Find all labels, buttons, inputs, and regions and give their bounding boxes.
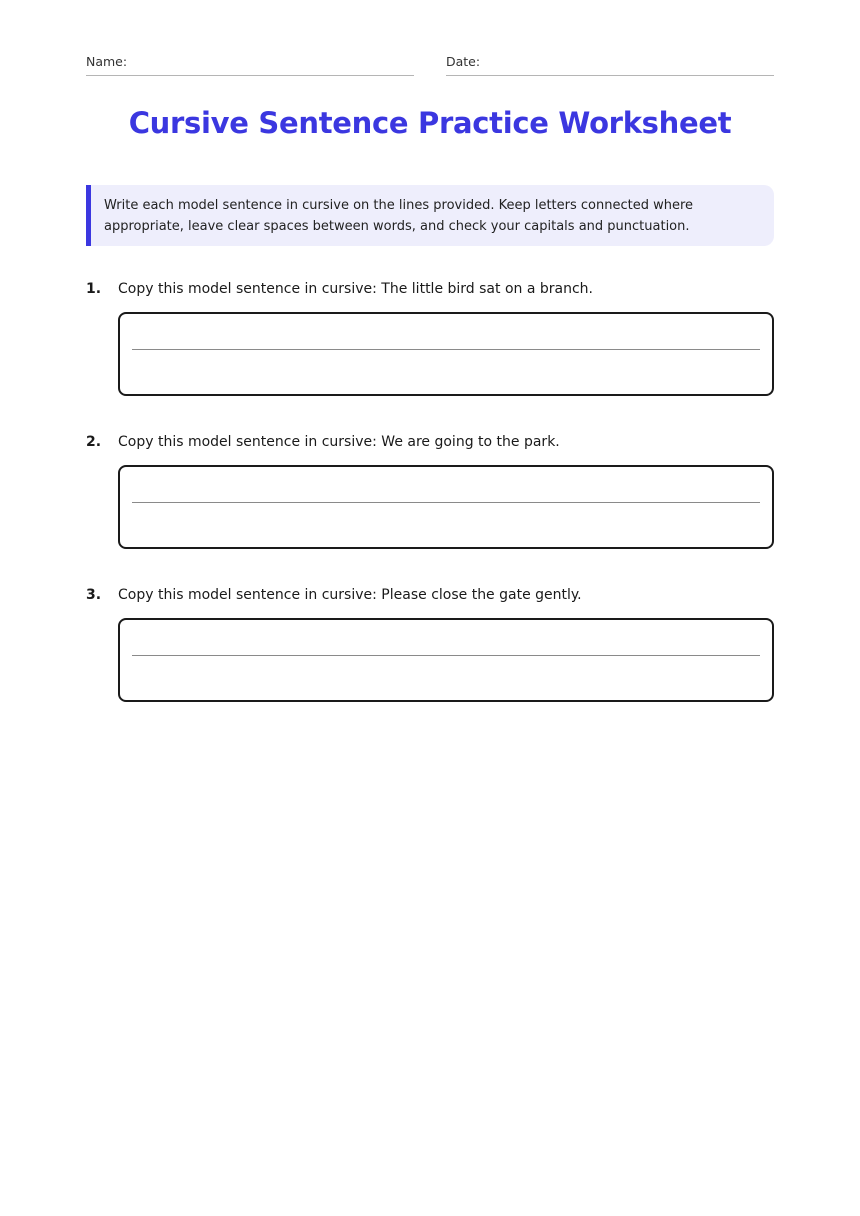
question-number: 3.: [86, 587, 102, 603]
instructions-box: [86, 185, 774, 246]
name-label: Name:: [86, 54, 128, 69]
answer-box-1[interactable]: [118, 312, 774, 396]
answer-box-2[interactable]: [118, 465, 774, 549]
question-prompt: Copy this model sentence in cursive: Please close the gate gently.: [118, 587, 582, 603]
question-prompt: Copy this model sentence in cursive: The little bird sat on a branch.: [118, 281, 593, 297]
writing-line: [132, 502, 760, 503]
question-number: 2.: [86, 434, 102, 450]
name-field[interactable]: [86, 54, 414, 76]
header-fields: [86, 54, 774, 76]
instructions-text: Write each model sentence in cursive on the lines provided. Keep letters connected where appropriate, leave clear spaces between words, and check your capitals and punctuation.: [104, 198, 694, 234]
page-title: Cursive Sentence Practice Worksheet: [128, 106, 732, 140]
writing-line: [132, 349, 760, 350]
question-number: 1.: [86, 281, 102, 297]
question-prompt: Copy this model sentence in cursive: We are going to the park.: [118, 434, 560, 450]
writing-line: [132, 655, 760, 656]
answer-box-3[interactable]: [118, 618, 774, 702]
date-label: Date:: [446, 54, 481, 69]
date-field[interactable]: [446, 54, 774, 76]
